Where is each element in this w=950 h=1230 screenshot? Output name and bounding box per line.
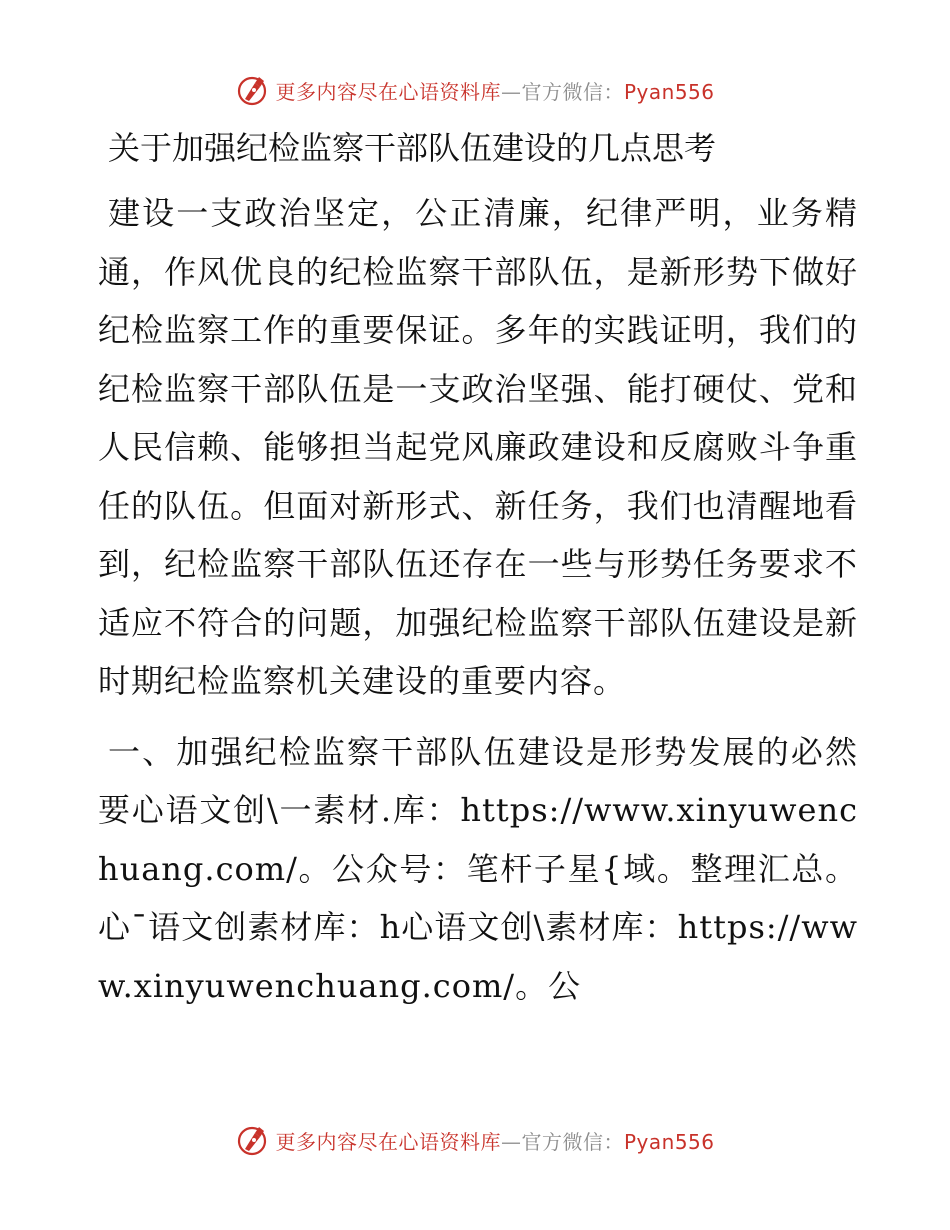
paragraph-section-one-text: 一、加强纪检监察干部队伍建设是形势发展的必然要心语文创\一素材.库：https://www.xinyuwenchuang.com/。公众号：笔杆子星{域。整理汇总。心¯语文创素材库：h心语文创\素材库：https://www.xinyuwenchuang.com/。公 [98,732,858,1005]
banner-wechat-handle: Pyan556 [623,79,715,104]
banner-wechat-label: 官方微信： [521,79,624,104]
banner-text [275,76,714,105]
document-body [98,120,858,1027]
document-title: 关于加强纪检监察干部队伍建设的几点思考 [108,129,717,167]
pen-nib-logo-icon [235,73,269,107]
paragraph-intro-text: 建设一支政治坚定，公正清廉，纪律严明，业务精通，作风优良的纪检监察干部队伍，是新形势下做好纪检监察工作的重要保证。多年的实践证明，我们的纪检监察干部队伍是一支政治坚强、能打硬仗、党和人民信赖、能够担当起党风廉政建设和反腐败斗争重任的队伍。但面对新形式、新任务，我们也清醒地看到，纪检监察干部队伍还存在一些与形势任务要求不适应不符合的问题，加强纪检监察干部队伍建设是新时期纪检监察机关建设的重要内容。 [98,194,858,700]
header-watermark-banner [0,70,950,110]
banner-wechat-handle: Pyan556 [623,1129,715,1154]
paragraph-intro [98,184,858,711]
banner-dash: — [500,79,522,104]
paragraph-section-one [98,723,858,1016]
pen-nib-logo-icon [235,1123,269,1157]
banner-wechat-label: 官方微信： [521,1129,624,1154]
banner-main-text: 更多内容尽在心语资料库 [275,79,501,104]
footer-watermark-banner [0,1120,950,1160]
banner-main-text: 更多内容尽在心语资料库 [275,1129,501,1154]
banner-text [275,1126,714,1155]
banner-dash: — [500,1129,522,1154]
